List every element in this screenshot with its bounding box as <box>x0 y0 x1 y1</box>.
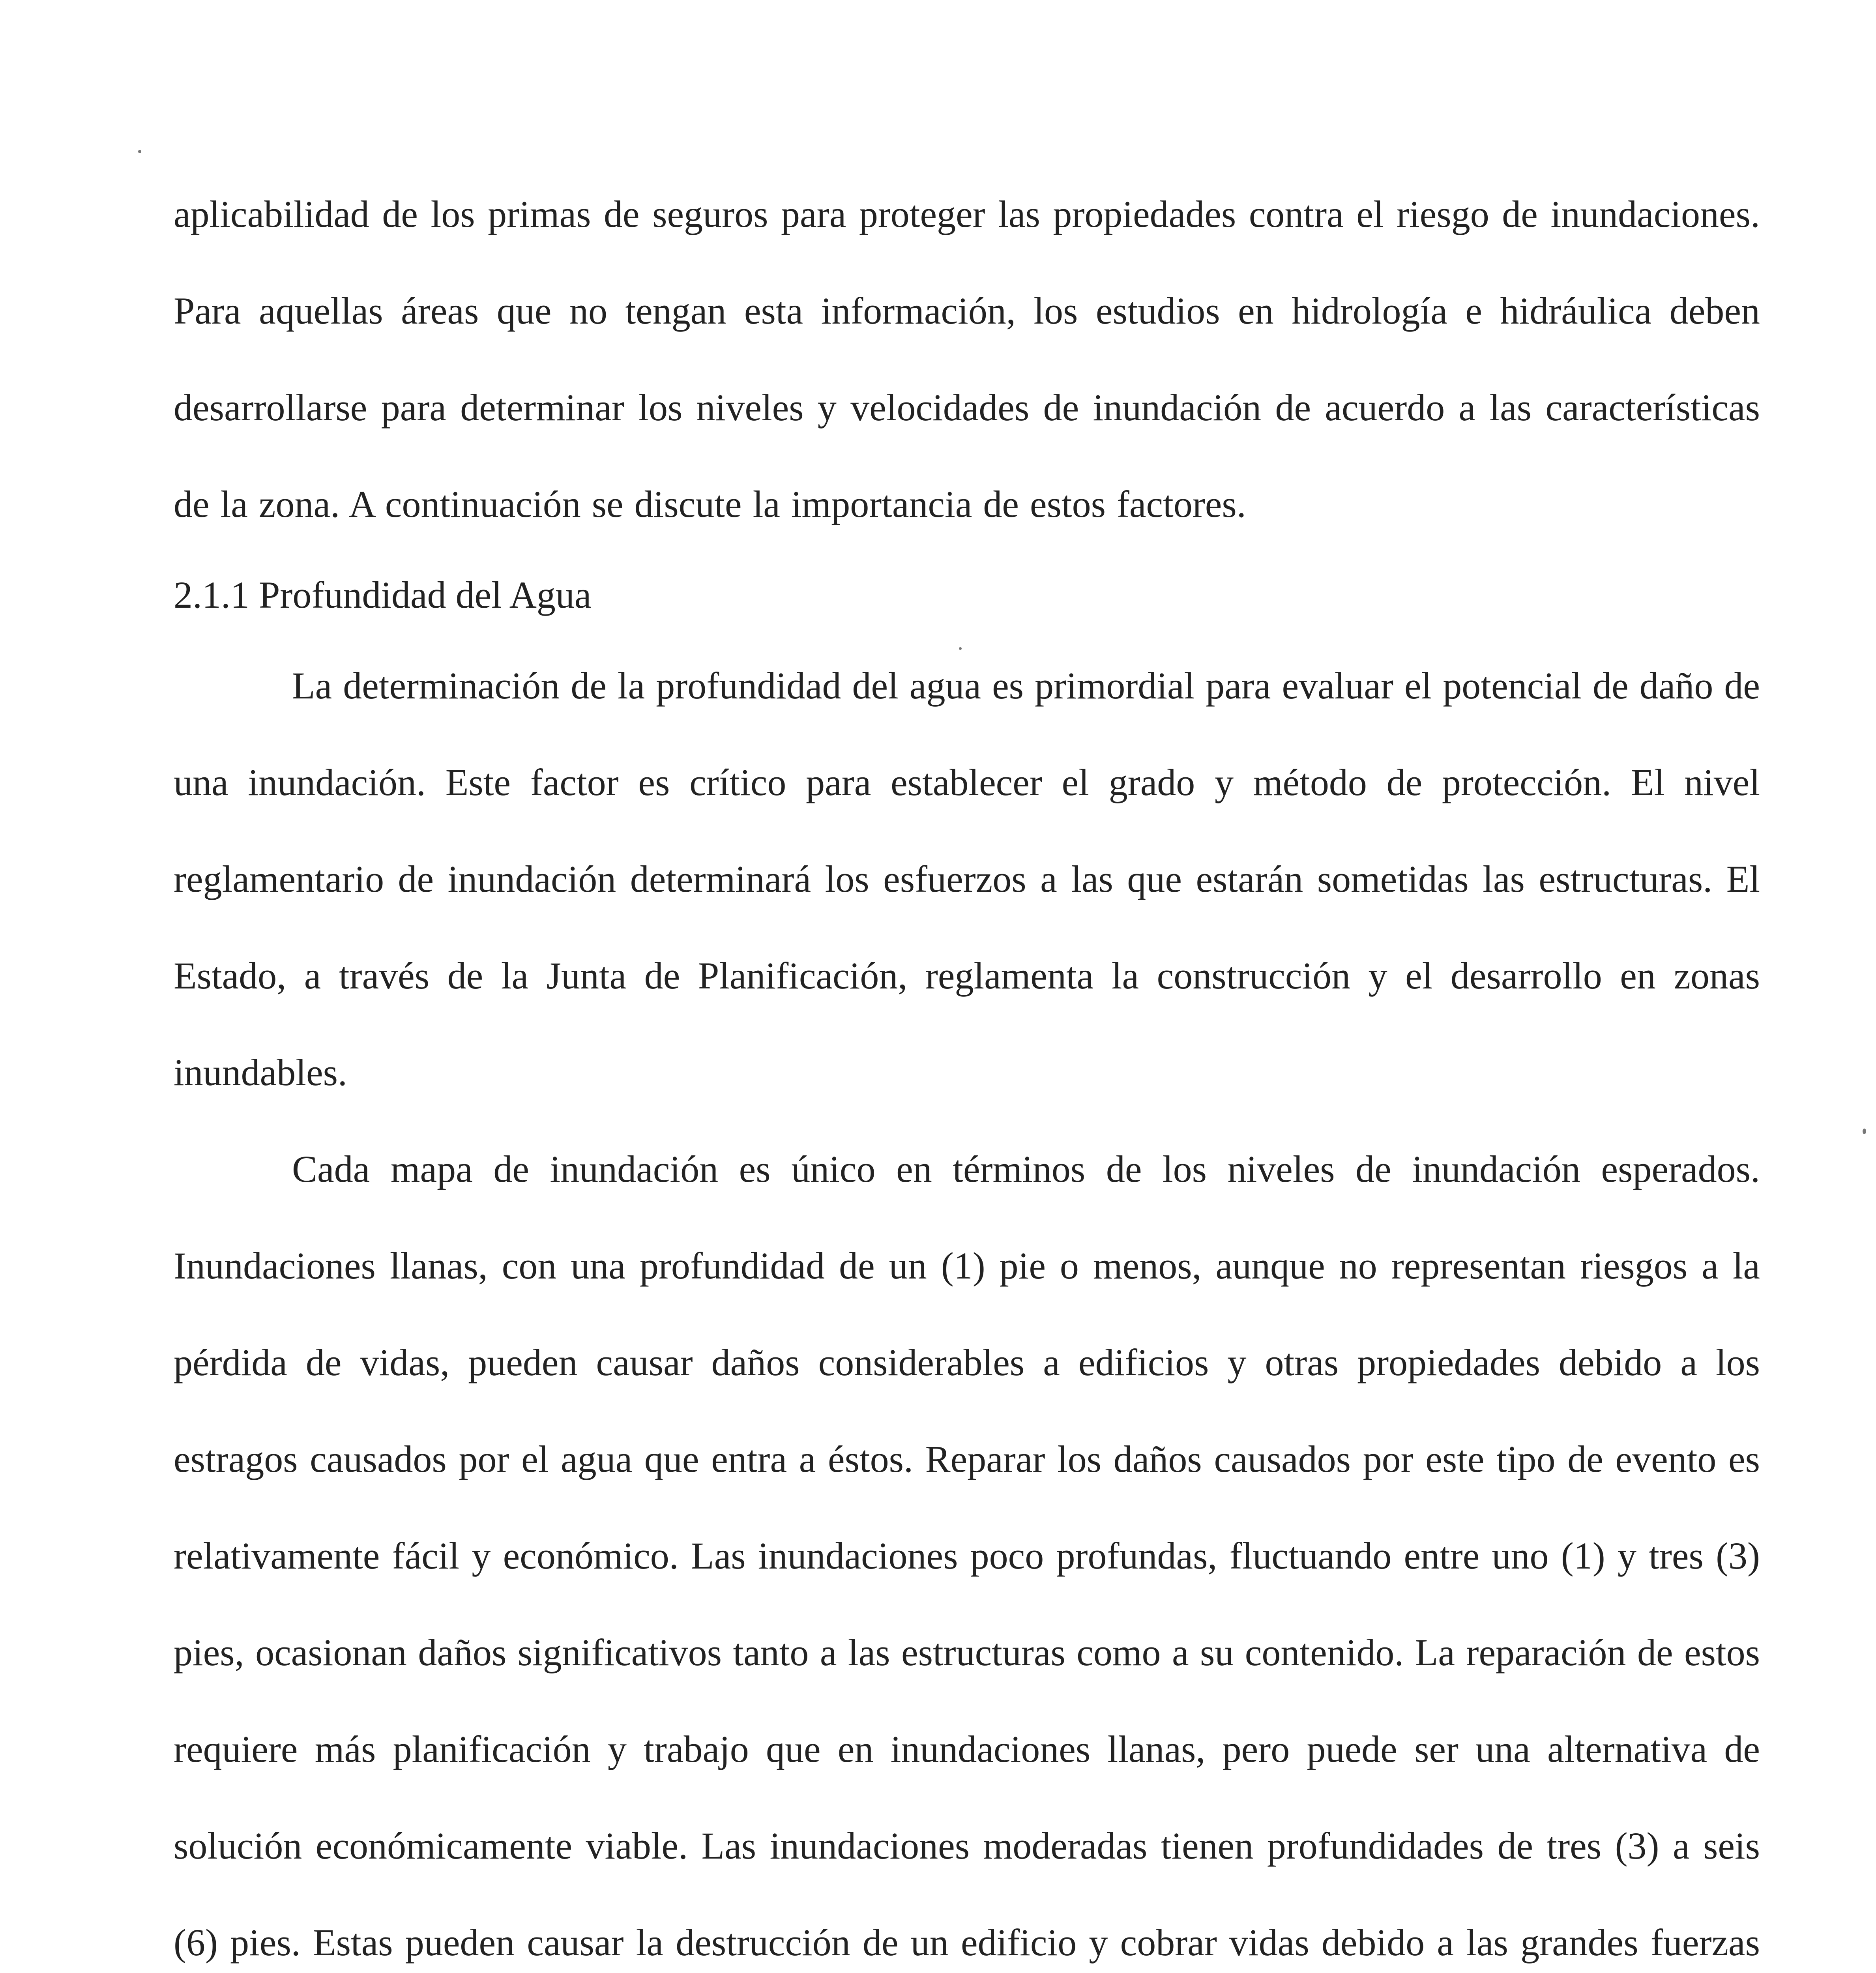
paragraph-flood-map: Cada mapa de inundación es único en términos de los niveles de inundación esperados. Inundaciones llanas, con una profundidad de un (1) pie o menos, aunque no representan riesgos a la pérdida de vidas, pueden causar daños considerables a edificios y otras propiedades debido a los estragos causados por el agua que entra a éstos. Reparar los daños causados por este tipo de evento es relativamente fácil y económico. Las inundaciones poco profundas, fluctuando entre uno (1) y tres (3) pies, ocasionan daños significativos tanto a las estructuras como a su contenido. La reparación de estos requiere más planificación y trabajo que en inundaciones llanas, pero puede ser una alternativa de solución económicamente viable. Las inundaciones moderadas tienen profundidades de tres (3) a seis (6) pies. Estas pueden causar la destrucción de un edificio y cobrar vidas debido a las grandes fuerzas <box>174 1148 1760 1964</box>
paragraph-intro-continued: aplicabilidad de los primas de seguros para proteger las propiedades contra el riesgo de inundaciones. Para aquellas áreas que no tengan esta información, los estudios en hidrología e hidráulica deben desarrollarse para determinar los niveles y velocidades de inundación de acuerdo a las características de la zona. A continuación se discute la importancia de estos factores. <box>174 193 1760 525</box>
scan-speck-dot <box>1863 1129 1866 1134</box>
page-body <box>174 166 1760 1973</box>
scan-speck-dot <box>138 150 141 153</box>
scan-speck-dot <box>959 647 962 650</box>
paragraph-water-depth: La determinación de la profundidad del agua es primordial para evaluar el potencial de daño de una inundación. Este factor es crítico para establecer el grado y método de protección. El nivel reglamentario de inundación determinará los esfuerzos a las que estarán sometidas las estructuras. El Estado, a través de la Junta de Planificación, reglamenta la construcción y el desarrollo en zonas inundables. <box>174 665 1760 1093</box>
section-heading: 2.1.1 Profundidad del Agua <box>174 574 592 616</box>
